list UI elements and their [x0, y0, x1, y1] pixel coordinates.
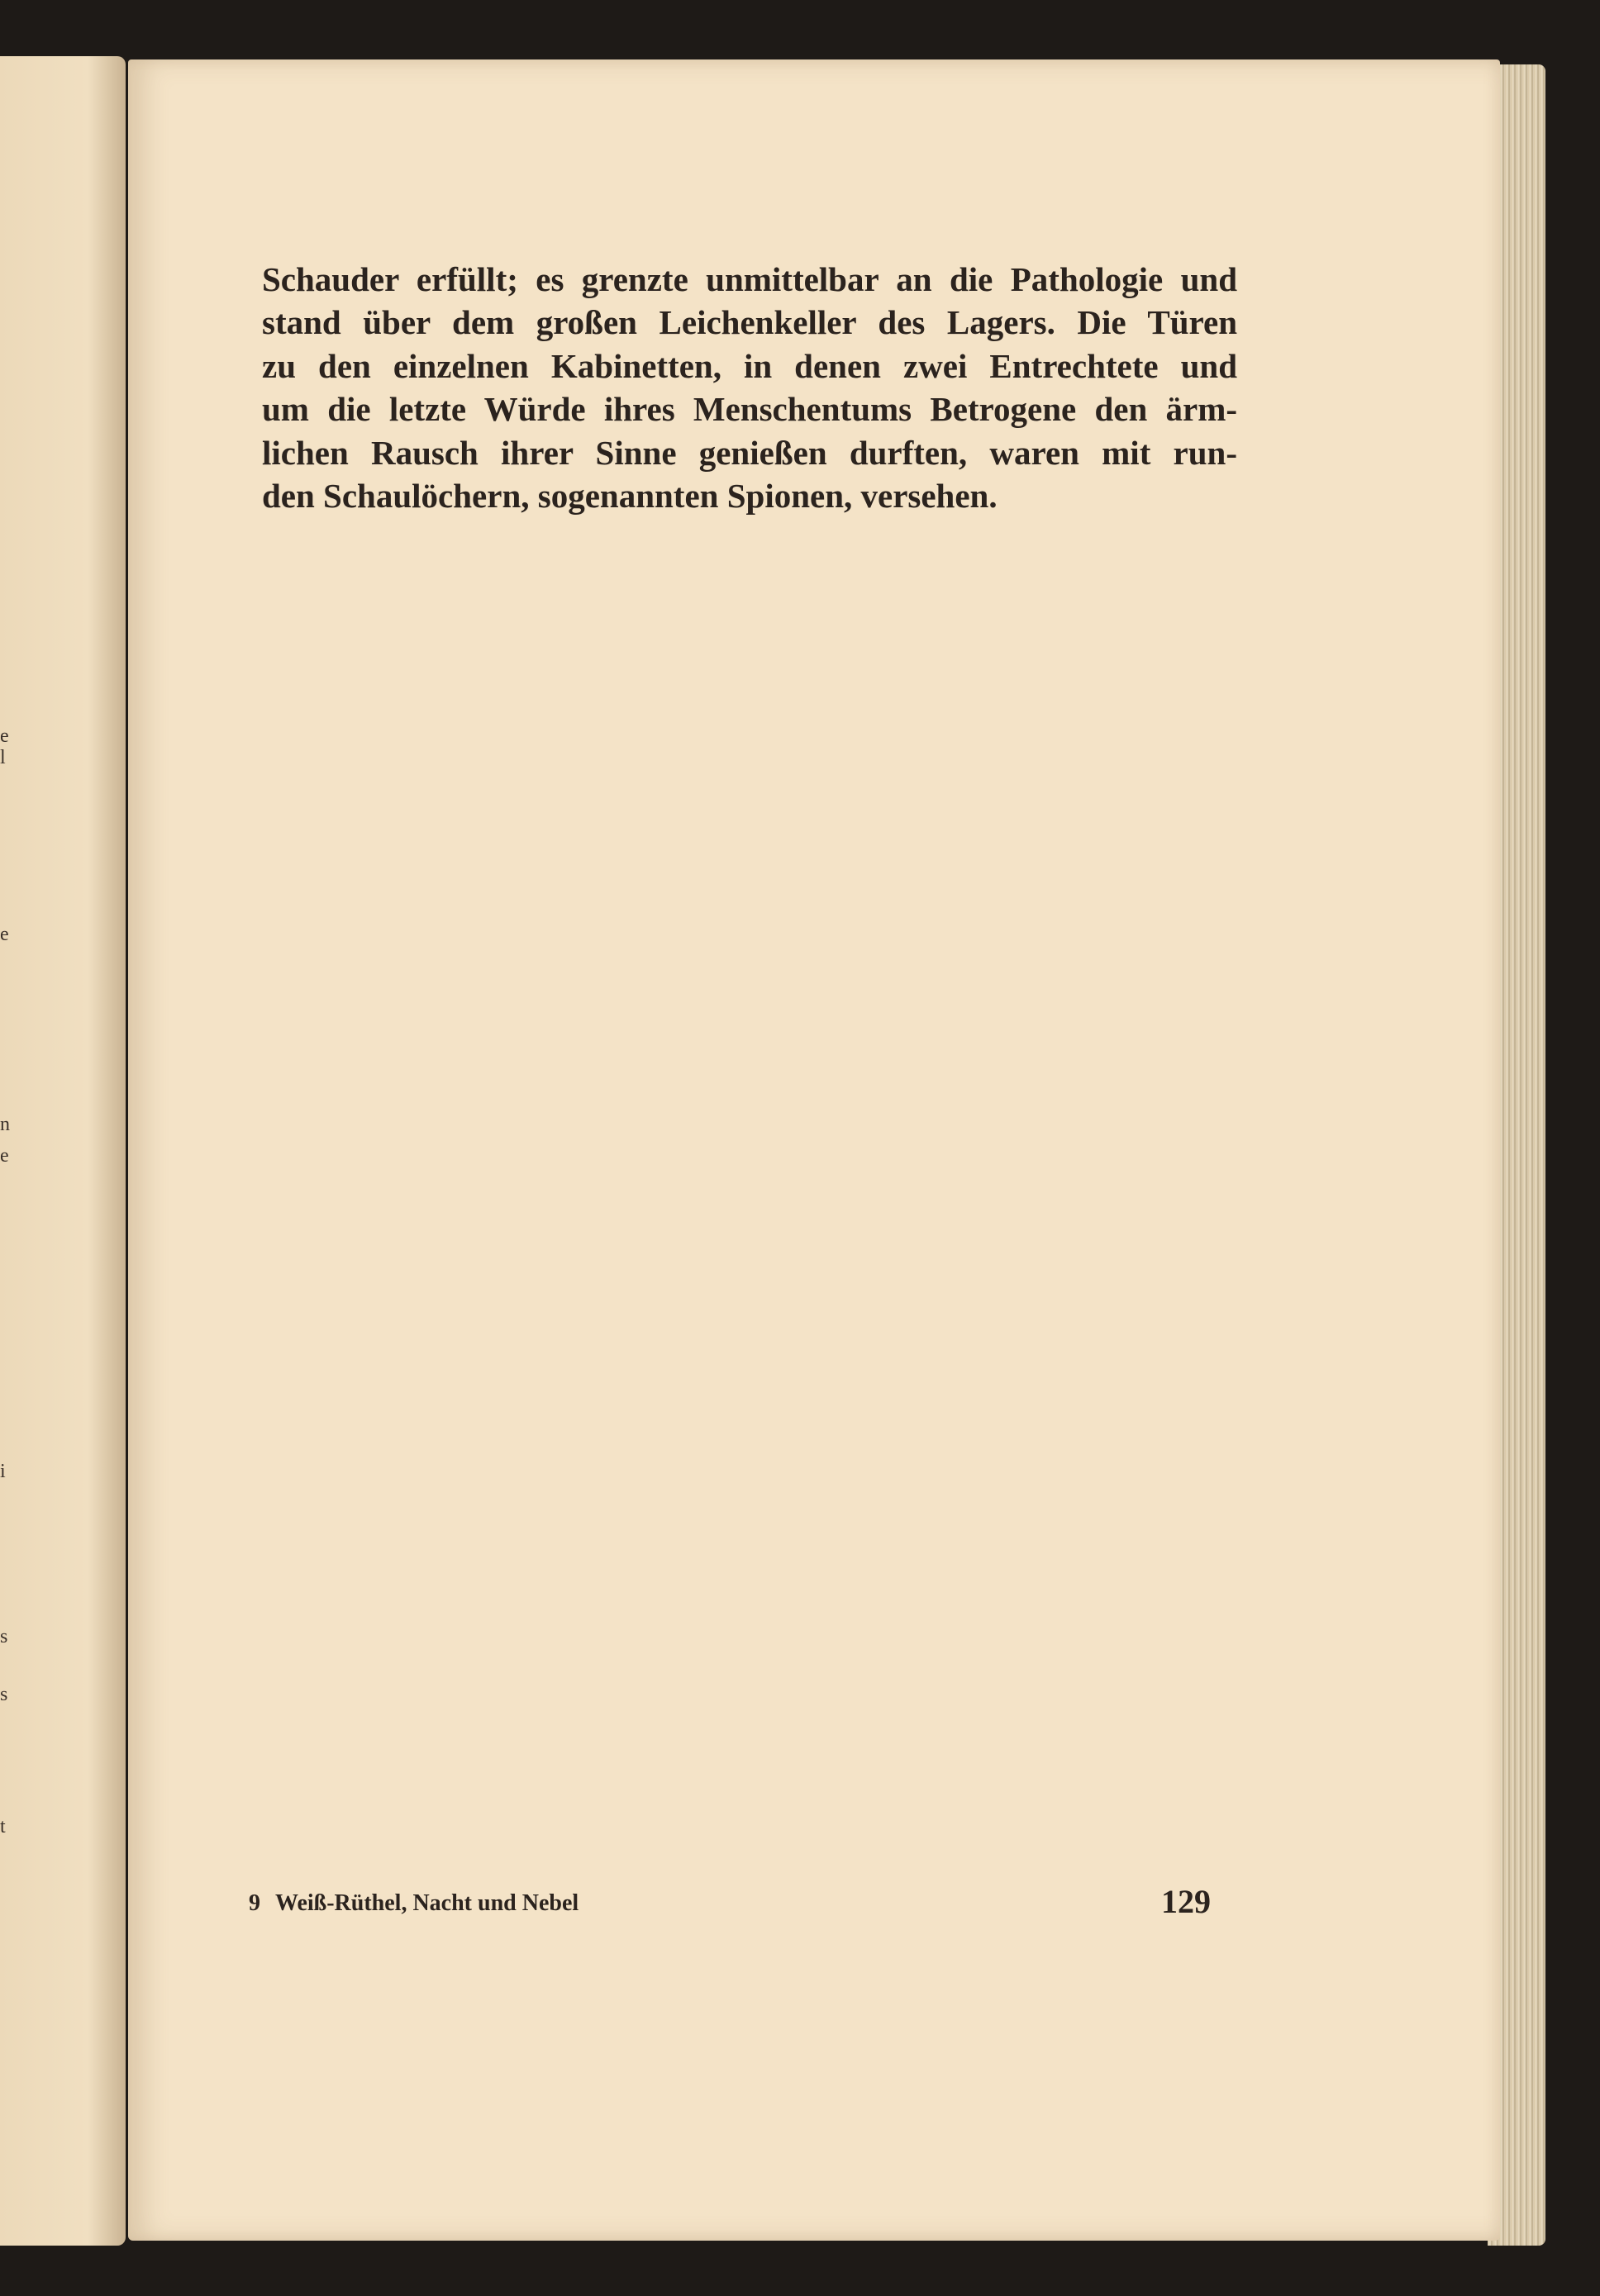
signature-number: 9: [249, 1890, 260, 1916]
left-fragment: e: [0, 1145, 9, 1167]
book-page: [128, 59, 1500, 2241]
text-line: lichen Rausch ihrer Sinne genießen durften, waren mit run-: [262, 433, 1237, 472]
left-fragment: l: [0, 747, 6, 768]
text-line: stand über dem großen Leichenkeller des Lagers. Die Türen: [262, 303, 1237, 342]
left-page-text-fragments: [0, 56, 17, 2246]
left-page: [0, 56, 126, 2246]
text-line: um die letzte Würde ihres Menschentums Betrogene den ärm-: [262, 390, 1237, 429]
text-line: zu den einzelnen Kabinetten, in denen zwei Entrechtete und: [262, 346, 1237, 385]
signature-text: Weiß-Rüthel, Nacht und Nebel: [275, 1890, 579, 1916]
left-fragment: s: [0, 1684, 8, 1705]
left-fragment: e: [0, 725, 9, 747]
left-fragment: n: [0, 1114, 10, 1135]
left-fragment: e: [0, 924, 9, 945]
left-fragment: t: [0, 1816, 6, 1837]
left-fragment: s: [0, 1626, 8, 1647]
page-number: 129: [1161, 1883, 1211, 1920]
body-paragraph: [262, 258, 1237, 517]
printer-signature: [249, 1890, 579, 1917]
text-line: Schauder erfüllt; es grenzte unmittelbar an die Pathologie und: [262, 260, 1237, 298]
text-line: den Schaulöchern, sogenannten Spionen, versehen.: [262, 477, 998, 516]
left-fragment: i: [0, 1461, 6, 1482]
